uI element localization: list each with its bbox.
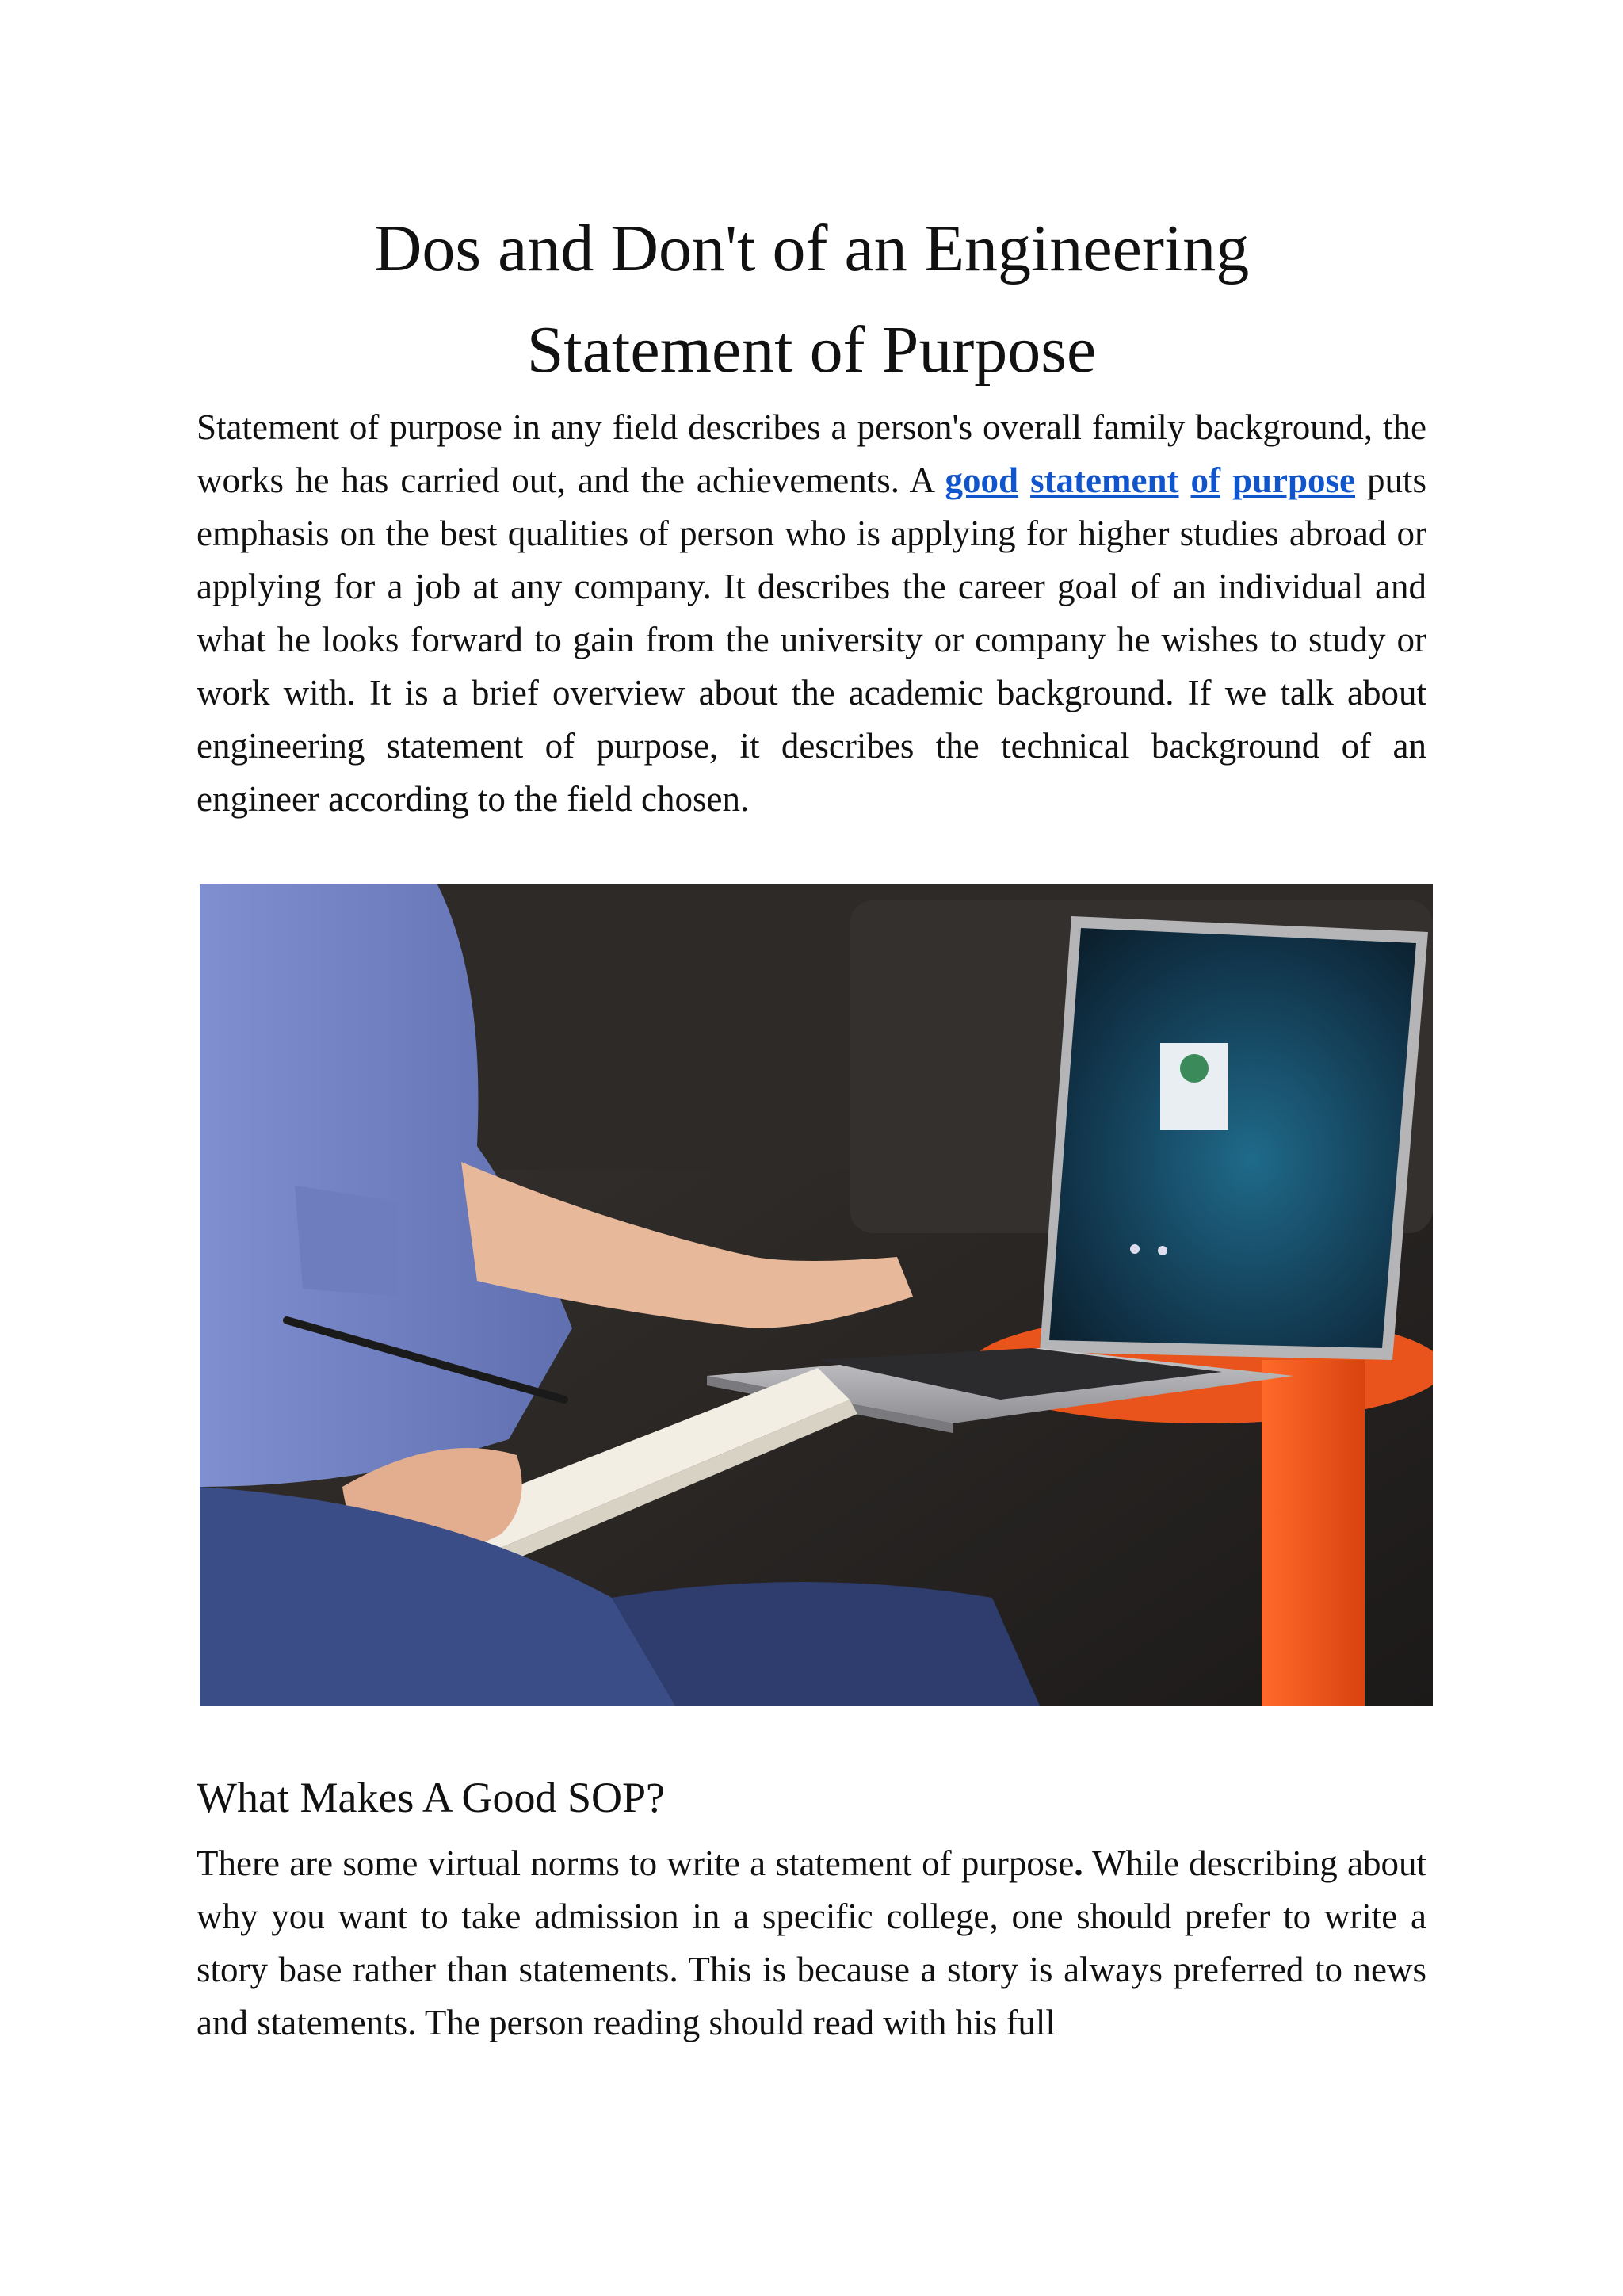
laptop-photo-illustration [200,884,1433,1706]
title-line-2: Statement of Purpose [526,313,1097,387]
intro-text-before-link: Statement of purpose in any field describes a person's overall family background, the works he has carried out, and the achievements. A [197,407,1426,500]
section-text-after-bold: While describing about why you want to take admission in a specific college, one should prefer to write a story base rather than statements. This is because a story is always preferred to news and statements. The person reading should read with his full [197,1843,1427,2042]
laptop-photo [200,884,1433,1706]
section-heading: What Makes A Good SOP? [197,1774,665,1821]
intro-paragraph [197,401,1426,826]
sop-link-purpose[interactable]: purpose [1232,460,1356,500]
section-text-before-bold: There are some virtual norms to write a statement of purpose [197,1843,1075,1883]
section-paragraph [197,1837,1426,2050]
sop-link-statement[interactable]: statement [1030,460,1179,500]
title-line-1: Dos and Don't of an Engineering [373,212,1250,285]
page-title [197,198,1426,401]
section-bold-period: . [1074,1843,1083,1883]
sop-link-of[interactable]: of [1190,460,1220,500]
sop-link-good[interactable]: good [945,460,1019,500]
intro-text-after-link: puts emphasis on the best qualities of person who is applying for higher studies abroad or applying for a job at any company. It describes the career goal of an individual and what he looks forward to gain from the university or company he wishes to study or work with. It is a brief overview about the academic background. If we talk about engineering statement of purpose, it describes the technical background of an engineer according to the field chosen. [197,460,1427,819]
